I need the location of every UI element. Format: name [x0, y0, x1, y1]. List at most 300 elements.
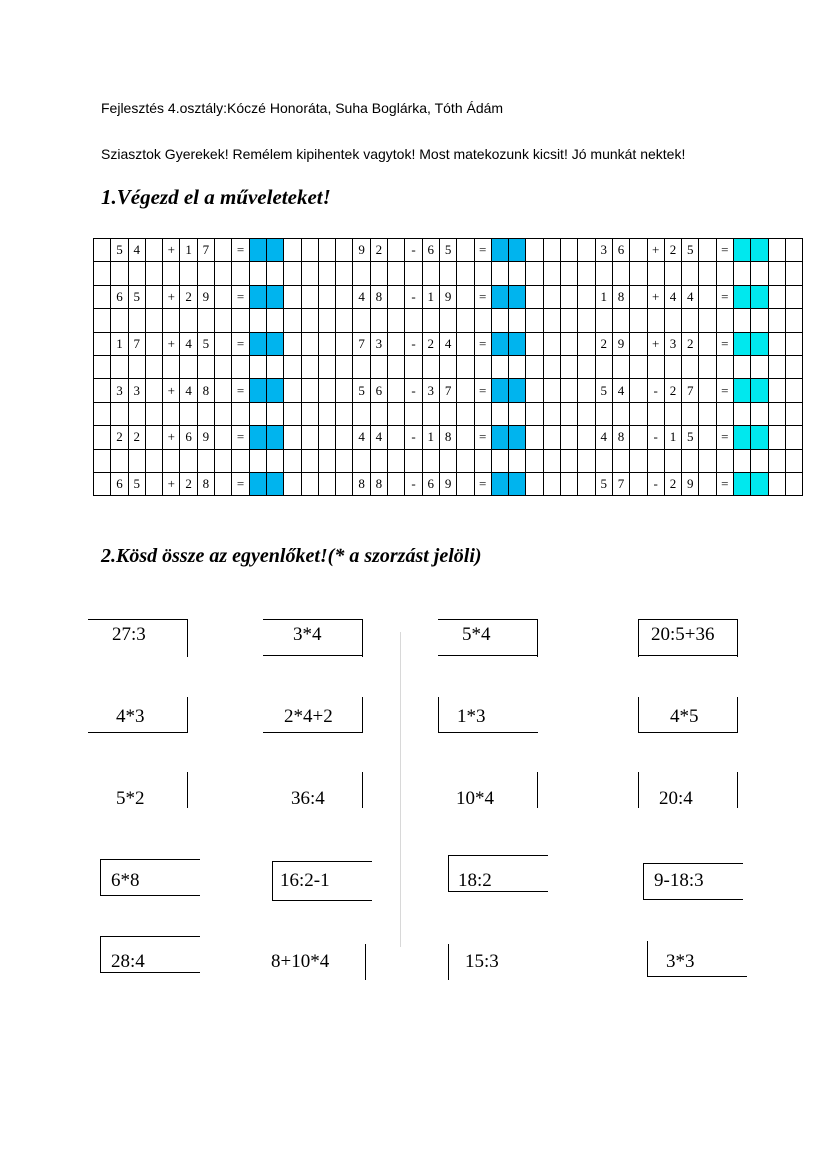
operand-cell: 4	[682, 285, 699, 308]
expression-text: 3*4	[293, 624, 322, 645]
operand-cell: -	[405, 379, 422, 402]
grid-cell	[664, 355, 681, 378]
grid-cell	[422, 309, 439, 332]
grid-cell	[612, 355, 629, 378]
operand-cell: 4	[370, 426, 387, 449]
operand-cell: 9	[439, 472, 456, 495]
answer-cell[interactable]	[733, 426, 750, 449]
grid-cell	[353, 262, 370, 285]
grid-cell	[543, 379, 560, 402]
expression-text: 5*4	[462, 624, 491, 645]
grid-cell	[630, 472, 647, 495]
answer-cell[interactable]	[751, 472, 768, 495]
grid-cell	[197, 309, 214, 332]
grid-cell	[543, 239, 560, 262]
answer-cell[interactable]	[249, 332, 266, 355]
box-border	[100, 895, 200, 896]
grid-cell	[612, 309, 629, 332]
grid-cell	[284, 239, 301, 262]
grid-cell	[318, 426, 335, 449]
grid-cell	[215, 332, 232, 355]
grid-cell	[145, 309, 162, 332]
operand-cell: 5	[128, 285, 145, 308]
grid-cell	[768, 379, 785, 402]
grid-cell	[163, 402, 180, 425]
operand-cell: -	[405, 239, 422, 262]
operand-cell: 3	[595, 239, 612, 262]
grid-cell	[318, 239, 335, 262]
grid-cell	[370, 309, 387, 332]
grid-cell	[111, 402, 128, 425]
grid-cell	[301, 309, 318, 332]
grid-cell	[491, 262, 508, 285]
operand-cell: 2	[664, 239, 681, 262]
section2-title: 2.Kösd össze az egyenlőket!(* a szorzást jelöli)	[101, 545, 482, 567]
box-border	[638, 732, 738, 733]
expression-text: 2*4+2	[284, 706, 333, 727]
grid-cell	[180, 262, 197, 285]
grid-cell	[318, 285, 335, 308]
grid-cell	[630, 332, 647, 355]
grid-cell	[336, 449, 353, 472]
grid-cell	[94, 239, 111, 262]
grid-cell	[405, 262, 422, 285]
box-border	[100, 972, 200, 973]
grid-cell	[526, 262, 543, 285]
operand-cell: 5	[682, 239, 699, 262]
grid-cell	[249, 262, 266, 285]
answer-cell[interactable]	[733, 472, 750, 495]
grid-cell	[318, 379, 335, 402]
operand-cell: 6	[111, 472, 128, 495]
box-border	[448, 891, 548, 892]
grid-cell	[595, 402, 612, 425]
box-border	[638, 655, 738, 656]
operand-cell: 8	[353, 472, 370, 495]
grid-cell	[733, 402, 750, 425]
answer-cell[interactable]	[733, 379, 750, 402]
grid-cell	[578, 402, 595, 425]
operand-cell: 6	[422, 239, 439, 262]
grid-cell	[128, 355, 145, 378]
grid-cell	[439, 449, 456, 472]
grid-cell	[474, 309, 491, 332]
answer-cell[interactable]	[266, 239, 283, 262]
grid-cell	[215, 426, 232, 449]
operand-cell: 9	[353, 239, 370, 262]
box-border	[365, 944, 366, 980]
box-border	[638, 619, 738, 620]
grid-cell	[578, 472, 595, 495]
operand-cell: +	[647, 239, 664, 262]
divider-line	[400, 632, 401, 947]
operand-cell: 2	[422, 332, 439, 355]
grid-cell	[682, 402, 699, 425]
answer-cell[interactable]	[751, 239, 768, 262]
box-border	[187, 772, 188, 808]
grid-cell	[682, 355, 699, 378]
grid-cell	[561, 332, 578, 355]
grid-cell	[336, 355, 353, 378]
grid-cell	[422, 355, 439, 378]
grid-cell	[630, 379, 647, 402]
operand-cell: =	[474, 472, 491, 495]
expression-text: 3*3	[666, 951, 695, 972]
answer-cell[interactable]	[266, 285, 283, 308]
operand-cell: +	[163, 426, 180, 449]
grid-cell	[197, 355, 214, 378]
answer-cell[interactable]	[249, 285, 266, 308]
grid-cell	[180, 449, 197, 472]
grid-cell	[94, 472, 111, 495]
answer-cell[interactable]	[491, 426, 508, 449]
grid-cell	[785, 449, 802, 472]
grid-cell	[266, 449, 283, 472]
answer-cell[interactable]	[491, 332, 508, 355]
operand-cell: =	[474, 332, 491, 355]
operand-cell: =	[716, 239, 733, 262]
answer-cell[interactable]	[491, 472, 508, 495]
grid-cell	[716, 402, 733, 425]
grid-cell	[716, 449, 733, 472]
grid-cell	[751, 309, 768, 332]
grid-cell	[768, 426, 785, 449]
expression-text: 20:5+36	[651, 624, 715, 645]
operand-cell: 1	[664, 426, 681, 449]
grid-cell	[353, 355, 370, 378]
grid-cell	[318, 449, 335, 472]
grid-cell	[733, 449, 750, 472]
operand-cell: 5	[595, 472, 612, 495]
grid-cell	[215, 379, 232, 402]
answer-cell[interactable]	[509, 472, 526, 495]
operand-cell: 7	[439, 379, 456, 402]
answer-cell[interactable]	[249, 379, 266, 402]
operand-cell: 2	[180, 472, 197, 495]
operand-cell: 2	[595, 332, 612, 355]
grid-cell	[768, 355, 785, 378]
answer-cell[interactable]	[509, 379, 526, 402]
grid-cell	[785, 426, 802, 449]
operand-cell: =	[232, 285, 249, 308]
grid-cell	[336, 332, 353, 355]
grid-cell	[630, 309, 647, 332]
answer-cell[interactable]	[733, 332, 750, 355]
grid-cell	[370, 402, 387, 425]
operand-cell: 4	[612, 379, 629, 402]
operand-cell: =	[716, 285, 733, 308]
grid-cell	[716, 309, 733, 332]
answer-cell[interactable]	[491, 239, 508, 262]
grid-cell	[301, 379, 318, 402]
grid-cell	[733, 309, 750, 332]
grid-spacer-row	[94, 449, 803, 472]
box-border	[272, 861, 372, 862]
operand-cell: =	[232, 332, 249, 355]
grid-cell	[751, 402, 768, 425]
grid-cell	[301, 239, 318, 262]
operand-cell: 7	[682, 379, 699, 402]
grid-cell	[578, 355, 595, 378]
operand-cell: 8	[197, 472, 214, 495]
grid-cell	[301, 285, 318, 308]
operand-cell: 5	[128, 472, 145, 495]
answer-cell[interactable]	[751, 285, 768, 308]
grid-cell	[699, 285, 716, 308]
grid-cell	[388, 402, 405, 425]
grid-cell	[751, 355, 768, 378]
operand-cell: 3	[128, 379, 145, 402]
answer-cell[interactable]	[509, 239, 526, 262]
grid-cell	[301, 472, 318, 495]
box-border	[647, 941, 648, 977]
grid-cell	[647, 355, 664, 378]
answer-cell[interactable]	[751, 379, 768, 402]
operand-cell: 7	[353, 332, 370, 355]
grid-cell	[163, 262, 180, 285]
grid-cell	[526, 472, 543, 495]
operand-cell: 3	[422, 379, 439, 402]
box-border	[100, 859, 200, 860]
grid-cell	[301, 449, 318, 472]
grid-cell	[111, 262, 128, 285]
answer-cell[interactable]	[733, 239, 750, 262]
grid-cell	[768, 262, 785, 285]
grid-cell	[215, 449, 232, 472]
grid-cell	[388, 332, 405, 355]
grid-cell	[630, 262, 647, 285]
grid-cell	[318, 309, 335, 332]
grid-cell	[284, 379, 301, 402]
grid-cell	[301, 262, 318, 285]
grid-row	[94, 379, 803, 402]
grid-cell	[439, 355, 456, 378]
grid-cell	[785, 309, 802, 332]
grid-cell	[630, 426, 647, 449]
operand-cell: -	[405, 285, 422, 308]
box-border	[737, 772, 738, 808]
grid-cell	[647, 402, 664, 425]
grid-cell	[457, 426, 474, 449]
box-border	[438, 655, 538, 656]
grid-cell	[457, 309, 474, 332]
grid-cell	[94, 309, 111, 332]
answer-cell[interactable]	[266, 426, 283, 449]
grid-row	[94, 285, 803, 308]
operand-cell: +	[163, 472, 180, 495]
operand-cell: 8	[197, 379, 214, 402]
operand-cell: 1	[422, 426, 439, 449]
grid-cell	[111, 309, 128, 332]
operations-grid	[93, 238, 803, 496]
answer-cell[interactable]	[751, 332, 768, 355]
grid-cell	[543, 426, 560, 449]
grid-cell	[612, 402, 629, 425]
grid-cell	[699, 402, 716, 425]
grid-cell	[491, 355, 508, 378]
grid-cell	[370, 355, 387, 378]
grid-cell	[509, 262, 526, 285]
operand-cell: 7	[197, 239, 214, 262]
grid-cell	[509, 402, 526, 425]
grid-cell	[94, 449, 111, 472]
grid-cell	[682, 309, 699, 332]
operand-cell: 8	[370, 472, 387, 495]
grid-cell	[509, 449, 526, 472]
grid-cell	[457, 285, 474, 308]
answer-cell[interactable]	[509, 426, 526, 449]
operand-cell: =	[716, 472, 733, 495]
expression-text: 20:4	[659, 788, 693, 809]
grid-cell	[561, 309, 578, 332]
expression-text: 8+10*4	[271, 951, 330, 972]
grid-cell	[301, 332, 318, 355]
grid-cell	[699, 262, 716, 285]
operand-cell: =	[232, 379, 249, 402]
answer-cell[interactable]	[751, 426, 768, 449]
grid-cell	[318, 472, 335, 495]
grid-cell	[474, 402, 491, 425]
operand-cell: 3	[111, 379, 128, 402]
answer-cell[interactable]	[509, 285, 526, 308]
grid-cell	[733, 355, 750, 378]
grid-cell	[232, 449, 249, 472]
grid-cell	[439, 309, 456, 332]
grid-cell	[699, 379, 716, 402]
expression-text: 28:4	[111, 951, 145, 972]
grid-cell	[664, 402, 681, 425]
grid-cell	[768, 449, 785, 472]
grid-cell	[353, 449, 370, 472]
grid-cell	[457, 379, 474, 402]
grid-cell	[422, 402, 439, 425]
box-border	[100, 936, 101, 973]
grid-cell	[128, 309, 145, 332]
box-border	[88, 732, 188, 733]
operand-cell: 4	[353, 285, 370, 308]
answer-cell[interactable]	[266, 332, 283, 355]
grid-cell	[474, 449, 491, 472]
grid-cell	[215, 309, 232, 332]
grid-cell	[751, 449, 768, 472]
operand-cell: 8	[612, 285, 629, 308]
answer-cell[interactable]	[266, 379, 283, 402]
grid-cell	[180, 355, 197, 378]
grid-cell	[526, 355, 543, 378]
box-border	[272, 861, 273, 900]
box-border	[100, 936, 200, 937]
grid-spacer-row	[94, 262, 803, 285]
grid-cell	[578, 239, 595, 262]
grid-cell	[94, 355, 111, 378]
grid-cell	[318, 402, 335, 425]
grid-cell	[439, 402, 456, 425]
grid-cell	[768, 402, 785, 425]
grid-cell	[318, 355, 335, 378]
grid-cell	[526, 285, 543, 308]
operand-cell: 2	[664, 472, 681, 495]
operand-cell: 8	[612, 426, 629, 449]
box-border	[263, 655, 363, 656]
grid-cell	[439, 262, 456, 285]
grid-cell	[94, 426, 111, 449]
grid-cell	[249, 309, 266, 332]
grid-cell	[682, 262, 699, 285]
grid-cell	[526, 402, 543, 425]
answer-cell[interactable]	[249, 472, 266, 495]
box-border	[272, 900, 372, 901]
box-border	[362, 772, 363, 808]
grid-cell	[145, 379, 162, 402]
answer-cell[interactable]	[491, 379, 508, 402]
box-border	[187, 619, 188, 657]
grid-cell	[180, 309, 197, 332]
answer-cell[interactable]	[491, 285, 508, 308]
grid-cell	[266, 309, 283, 332]
grid-cell	[128, 449, 145, 472]
operand-cell: 5	[111, 239, 128, 262]
operand-cell: 2	[664, 379, 681, 402]
operand-cell: 2	[111, 426, 128, 449]
operand-cell: 9	[197, 285, 214, 308]
answer-cell[interactable]	[249, 426, 266, 449]
grid-cell	[474, 262, 491, 285]
grid-cell	[543, 285, 560, 308]
grid-cell	[543, 449, 560, 472]
grid-spacer-row	[94, 309, 803, 332]
box-border	[448, 855, 449, 892]
operand-cell: +	[163, 332, 180, 355]
grid-cell	[785, 285, 802, 308]
operand-cell: -	[405, 472, 422, 495]
operand-cell: 2	[682, 332, 699, 355]
grid-cell	[145, 239, 162, 262]
grid-cell	[370, 449, 387, 472]
section1-title: 1.Végezd el a műveleteket!	[101, 185, 331, 209]
grid-cell	[336, 402, 353, 425]
box-border	[638, 772, 639, 808]
answer-cell[interactable]	[266, 472, 283, 495]
grid-cell	[215, 262, 232, 285]
grid-cell	[664, 262, 681, 285]
answer-cell[interactable]	[509, 332, 526, 355]
operand-cell: =	[474, 379, 491, 402]
answer-cell[interactable]	[733, 285, 750, 308]
intro-text: Sziasztok Gyerekek! Remélem kipihentek vagytok! Most matekozunk kicsit! Jó munkát nektek!	[101, 146, 686, 162]
answer-cell[interactable]	[249, 239, 266, 262]
box-border	[647, 976, 747, 977]
box-border	[438, 732, 538, 733]
grid-cell	[388, 239, 405, 262]
grid-cell	[336, 379, 353, 402]
grid-cell	[491, 309, 508, 332]
grid-cell	[111, 355, 128, 378]
grid-cell	[457, 332, 474, 355]
worksheet-header: Fejlesztés 4.osztály:Kóczé Honoráta, Suha Boglárka, Tóth Ádám	[101, 100, 504, 116]
grid-cell	[491, 449, 508, 472]
operand-cell: -	[405, 332, 422, 355]
grid-cell	[768, 239, 785, 262]
operand-cell: 1	[422, 285, 439, 308]
operand-cell: 4	[180, 332, 197, 355]
grid-cell	[145, 262, 162, 285]
grid-cell	[318, 262, 335, 285]
grid-cell	[301, 426, 318, 449]
box-border	[263, 732, 363, 733]
expression-text: 9-18:3	[654, 870, 704, 891]
grid-cell	[163, 449, 180, 472]
grid-cell	[578, 449, 595, 472]
